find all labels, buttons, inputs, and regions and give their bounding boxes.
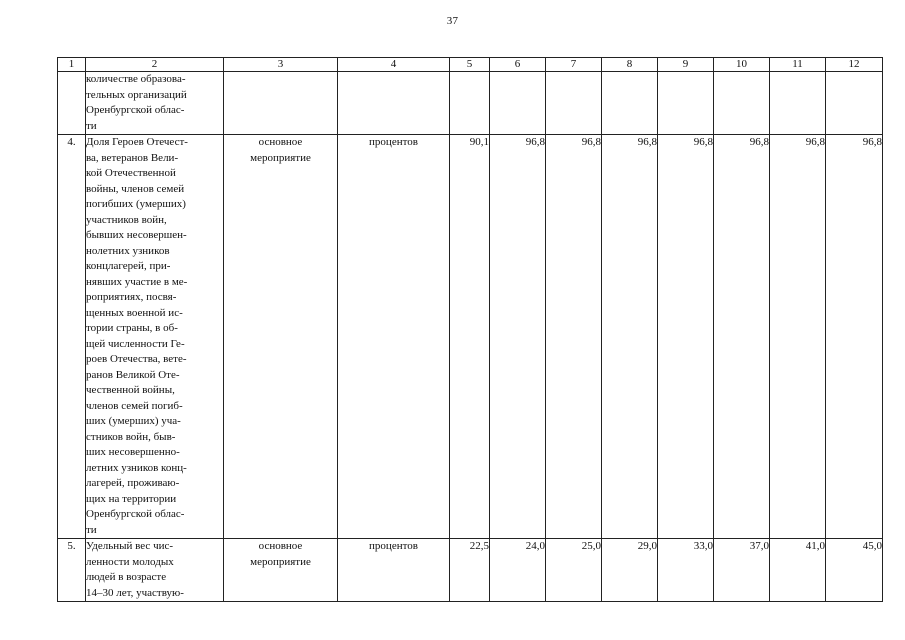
description-line: участников войн, (86, 213, 167, 226)
description-line: ших несовершенно- (86, 446, 180, 458)
description-line: летних узников конц- (86, 461, 187, 474)
description-line: тории страны, в об- (86, 322, 178, 334)
description-line: погибших (умерших) (86, 198, 186, 210)
indicator-value (658, 72, 714, 135)
column-header: 5 (450, 58, 490, 72)
description-line: Доля Героев Отечест- (86, 136, 188, 148)
indicator-value: 33,0 (658, 539, 714, 602)
description-line: роприятиях, посвя- (86, 291, 177, 303)
description-line: ва, ветеранов Вели- (86, 151, 179, 164)
indicator-value (826, 72, 883, 135)
indicator-value (714, 72, 770, 135)
description-line: бывших несовершен- (86, 229, 187, 241)
column-header: 3 (224, 58, 338, 72)
indicator-value: 96,8 (826, 135, 883, 539)
table-body (58, 58, 883, 602)
column-header: 4 (338, 58, 450, 72)
description-line: чественной войны, (86, 384, 175, 396)
indicator-value (490, 72, 546, 135)
column-header: 11 (770, 58, 826, 72)
column-header: 7 (546, 58, 602, 72)
description-line: роев Отечества, вете- (86, 353, 187, 365)
unit-of-measure (338, 72, 450, 135)
indicator-value: 96,8 (546, 135, 602, 539)
indicator-value: 41,0 (770, 539, 826, 602)
description-line: войны, членов семей (86, 182, 185, 195)
measure-type-line: основное (258, 540, 303, 552)
description-line: щих на территории (86, 492, 177, 505)
measure-type (224, 135, 338, 539)
measure-type (224, 72, 338, 135)
description-line: нявших участие в ме- (86, 275, 188, 288)
indicator-value: 22,5 (450, 539, 490, 602)
description-line: ших (умерших) уча- (86, 415, 181, 427)
indicator-value (450, 72, 490, 135)
description-line: щей численности Ге- (86, 337, 185, 350)
description-line: людей в возрасте (86, 571, 167, 583)
description-line: нолетних узников (86, 244, 170, 257)
description-line: щенных военной ис- (86, 306, 183, 319)
indicator-value: 96,8 (490, 135, 546, 539)
description-line: кой Отечественной (86, 167, 176, 179)
indicator-value: 29,0 (602, 539, 658, 602)
column-header: 9 (658, 58, 714, 72)
row-number: 4. (58, 135, 86, 539)
header-row (58, 58, 883, 72)
description-line: ти (86, 523, 97, 536)
indicator-value (546, 72, 602, 135)
indicator-value: 96,8 (770, 135, 826, 539)
description-line: Оренбургской облас- (86, 508, 185, 520)
measure-type-line: основное (258, 136, 303, 148)
unit-of-measure: процентов (338, 539, 450, 602)
table-row (58, 135, 883, 539)
description-line: ти (86, 119, 97, 132)
indicator-value: 90,1 (450, 135, 490, 539)
description-line: членов семей погиб- (86, 399, 183, 412)
measure-type (224, 539, 338, 602)
indicator-value (602, 72, 658, 135)
description-line: ранов Великой Оте- (86, 368, 180, 381)
description-line: лагерей, проживаю- (86, 477, 180, 489)
row-number: 5. (58, 539, 86, 602)
indicators-table (57, 57, 883, 602)
table-row (58, 539, 883, 602)
column-header: 1 (58, 58, 86, 72)
indicator-description (86, 135, 224, 539)
indicator-value: 96,8 (714, 135, 770, 539)
column-header: 10 (714, 58, 770, 72)
description-line: концлагерей, при- (86, 260, 171, 272)
description-line: количестве образова- (86, 73, 186, 85)
description-line: ленности молодых (86, 555, 174, 568)
indicator-value: 96,8 (658, 135, 714, 539)
measure-type-line: мероприятие (250, 555, 311, 568)
row-number (58, 72, 86, 135)
unit-of-measure: процентов (338, 135, 450, 539)
indicator-description (86, 539, 224, 602)
column-header: 6 (490, 58, 546, 72)
indicator-value: 25,0 (546, 539, 602, 602)
column-header: 8 (602, 58, 658, 72)
column-header: 12 (826, 58, 883, 72)
indicator-description (86, 72, 224, 135)
description-line: Удельный вес чис- (86, 540, 174, 552)
description-line: Оренбургской облас- (86, 104, 185, 116)
indicator-value: 96,8 (602, 135, 658, 539)
indicator-value: 45,0 (826, 539, 883, 602)
description-line: 14–30 лет, участвую- (86, 586, 184, 599)
indicator-value (770, 72, 826, 135)
measure-type-line: мероприятие (250, 151, 311, 164)
page-number: 37 (446, 15, 459, 27)
indicator-value: 24,0 (490, 539, 546, 602)
description-line: стников войн, быв- (86, 430, 176, 443)
description-line: тельных организаций (86, 88, 187, 101)
column-header: 2 (86, 58, 224, 72)
table-row (58, 72, 883, 135)
indicator-value: 37,0 (714, 539, 770, 602)
